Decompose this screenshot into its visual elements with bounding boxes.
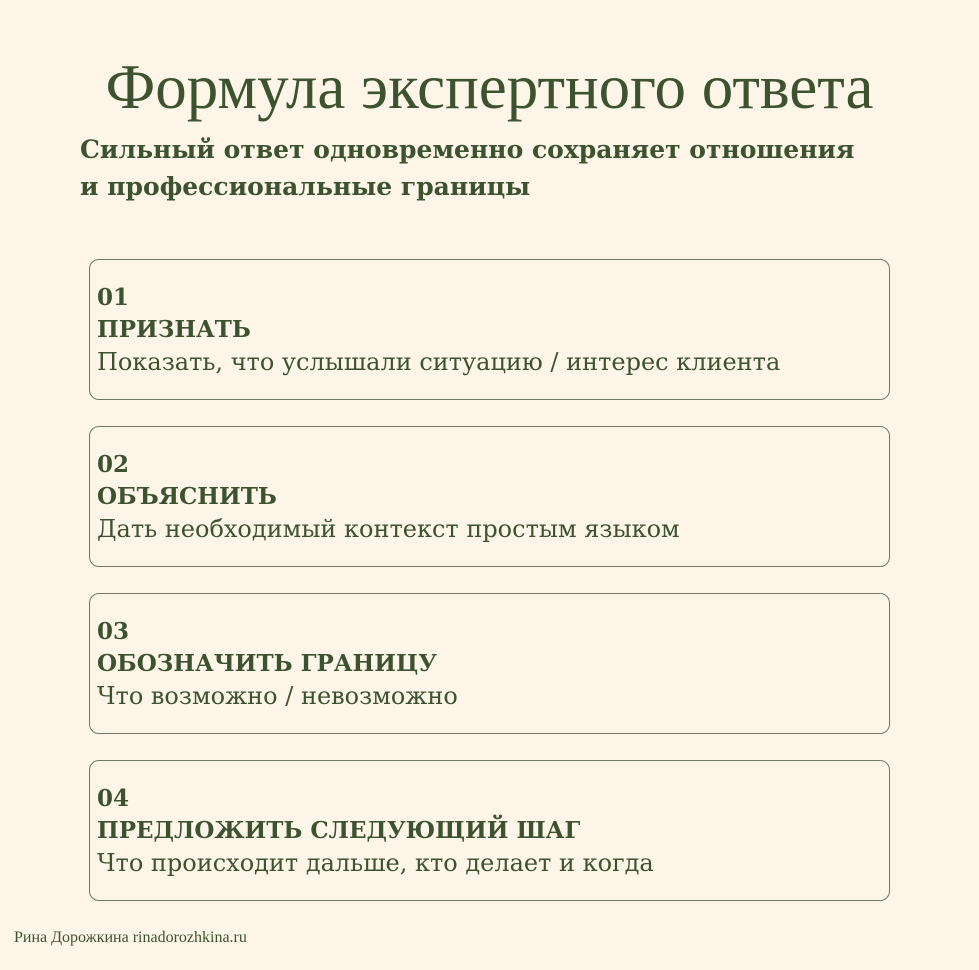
subtitle-line-2: и профессиональные границы	[80, 172, 531, 201]
step-title: ПРИЗНАТЬ	[97, 316, 251, 343]
step-description: Что происходит дальше, кто делает и когда	[97, 849, 654, 877]
step-number: 02	[97, 451, 130, 478]
step-card-2	[89, 426, 890, 567]
subtitle-line-1: Сильный ответ одновременно сохраняет отношения	[80, 135, 855, 164]
step-description: Показать, что услышали ситуацию / интерес клиента	[97, 348, 781, 376]
step-card-4	[89, 760, 890, 901]
step-number: 03	[97, 618, 130, 645]
step-title: ПРЕДЛОЖИТЬ СЛЕДУЮЩИЙ ШАГ	[97, 817, 581, 844]
step-number: 04	[97, 785, 130, 812]
step-number: 01	[97, 284, 130, 311]
step-card-1	[89, 259, 890, 400]
page-title: Формула экспертного ответа	[105, 52, 874, 122]
step-description: Что возможно / невозможно	[97, 682, 458, 710]
author-credit: Рина Дорожкина rinadorozhkina.ru	[14, 929, 247, 946]
step-description: Дать необходимый контекст простым языком	[97, 515, 680, 543]
page-subtitle	[80, 131, 920, 205]
step-title: ОБОЗНАЧИТЬ ГРАНИЦУ	[97, 650, 437, 677]
step-card-3	[89, 593, 890, 734]
step-title: ОБЪЯСНИТЬ	[97, 483, 277, 510]
